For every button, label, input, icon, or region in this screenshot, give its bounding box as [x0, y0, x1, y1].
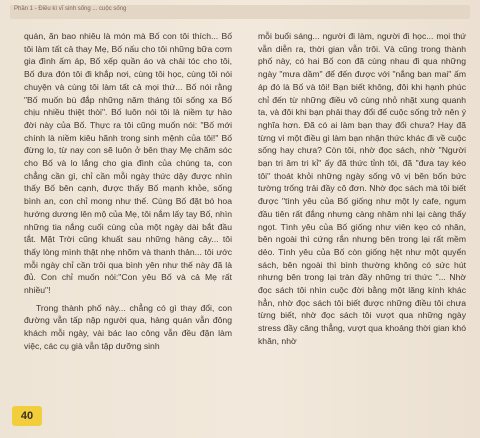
right-paragraph-1: mỗi buổi sáng... người đi làm, người đi học... mọi thứ vẫn diễn ra, thời gian vẫn trôi. Và cũng trong thành phố này, có hai Bố con đã cùng nhau đi qua những ngày "mưa dầm" để đến được với "nắng ban mai" ấm áp đó là Bố và tôi! Bạn biết không, đôi khi hạnh phúc chỉ đến từ những điều vô cùng nhỏ nhặt xung quanh ta, và đôi khi bạn phải thay đổi để cuộc sống trở nên ý nghĩa hơn. Đã có ai làm bạn thay đổi chưa? Hay đã từng vì một điều gì làm bạn nhận thức khác đi về cuộc sống hay chưa? Còn tôi, nhờ đọc sách, nhờ "Người bạn tri âm tri kỉ" ấy đã thức tỉnh tôi, đã "đưa tay kéo tôi" thoát khỏi những ngày sống vô vị bên bốn bức tường trống trải đầy cô đơn. Nhờ đọc sách mà tôi biết được "tình yêu của Bố giống như một ly cafe, ngụm đầu tiên rất đắng nhưng càng nhâm nhi lại càng thấy ngọt. Tình yêu của Bố giống như viên kẹo có nhân, bên ngoài thì cứng rắn nhưng bên trong lại rất mềm dẻo. Tình yêu của Bố còn giống hệt như một quyển sách, bên ngoài thì bình thường không có sức hút nhưng bên trong lại tràn đầy những tri thức "... Nhờ đọc sách tôi nhìn cuộc đời bằng một lăng kính khác hẳn, nhờ đọc sách tôi biết được những điều tôi chưa từng biết, nhờ đọc sách tôi vượt qua những ngày stress đầy căng thẳng, vượt qua khoảng thời gian khó khăn, nhờ	[258, 31, 466, 346]
page-number-badge	[12, 406, 42, 426]
running-title: Phần 1 - Điều kì vĩ sinh sống ... cuộc sống	[14, 6, 127, 12]
running-header	[10, 5, 470, 21]
left-column	[24, 30, 232, 353]
left-paragraph-2: Trong thành phố này... chẳng có gì thay đổi, con đường vẫn tấp nập người qua, hàng quán vẫn đông khách mỗi ngày, vài bác lao công vẫn đều đặn làm việc, các cụ già vẫn tập dưỡng sinh	[24, 302, 232, 351]
left-paragraph-1: quán, ăn bao nhiêu là món mà Bố con tôi thích... Bố tôi làm tất cả thay Mẹ, Bố nấu cho tôi những bữa cơm gia đình ấm áp, Bố xếp quần áo và chải tóc cho tôi, Bố đưa đón tôi đi khắp nơi, cùng tôi học, cùng tôi nói chuyện và cùng tôi làm tất cả mọi thứ... Bố nói rằng "Bố muốn bù đắp những năm tháng tôi sống xa Bố chịu nhiều thiệt thòi". Bố luôn nói tôi là niềm tự hào đời này của Bố. Thực ra tôi cũng muốn nói: "Bố mới chính là niềm kiêu hãnh trong sinh mệnh của tôi!" Bố đừng lo, từ nay con sẽ luôn ở bên thay Mẹ chăm sóc cho Bố và lo lắng cho gia đình của chúng ta, con chẳng cần gì, chỉ cần mỗi ngày thức dậy được nhìn thấy Bố bên cạnh, được thấy Bố mạnh khỏe, sống bình an, con chỉ mong như thế. Cùng Bố đặt bó hoa hướng dương lên mộ của Mẹ, tôi nắm lấy tay Bố, nhìn những tia nắng cuối cùng của một ngày dài bắt đầu tắt. Mặt Trời cũng khuất sau những hàng cây... tôi thấy lòng mình thật nhẹ nhõm và thanh thản... tôi ước mỗi ngày chỉ cần trôi qua bình yên như thế này đã là đủ. Con chỉ muốn nói:"Con yêu Bố và cả Mẹ rất nhiều"!	[24, 31, 232, 296]
page-number: 40	[20, 410, 34, 422]
right-column	[258, 30, 466, 348]
